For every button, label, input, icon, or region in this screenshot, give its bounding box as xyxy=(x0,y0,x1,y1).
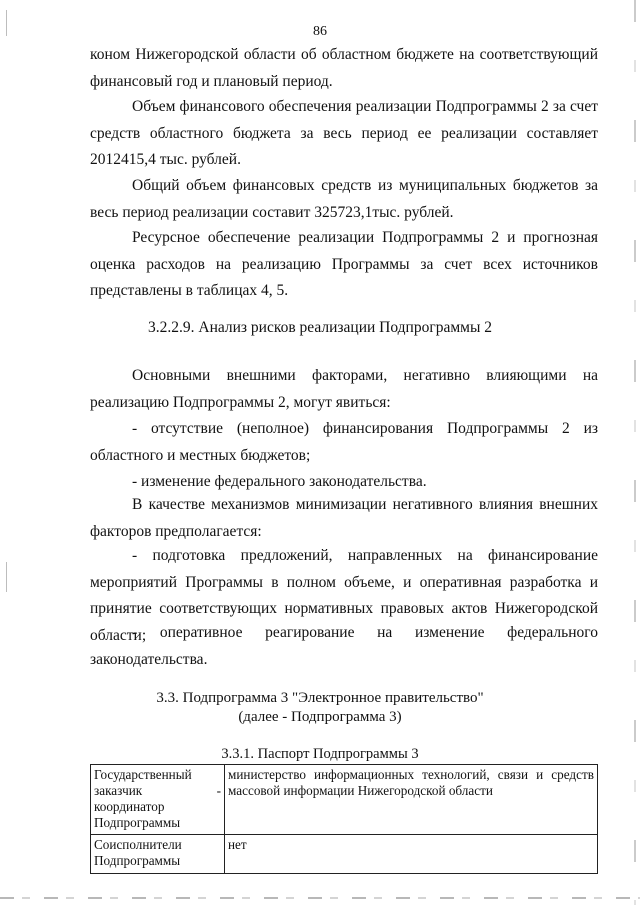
passport-table xyxy=(90,764,598,874)
paragraph-text: - отсутствие (неполное) финансирования Подпрограммы 2 из областного и местных бюджетов; xyxy=(90,420,598,464)
table-cell-label: Соисполнители Подпрограммы xyxy=(91,835,225,874)
paragraph-resource-provision xyxy=(90,225,598,305)
page-number: 86 xyxy=(313,24,327,39)
paragraph-text: - подготовка предложений, направленных на финансирование мероприятий Программы в полном объеме, и оперативная разработка и принятие соответствующих нормативных правовых актов Нижегородской области; xyxy=(90,547,598,644)
subprogram-title: 3.3. Подпрограмма 3 "Электронное правительство" xyxy=(156,690,484,706)
paragraph-text: - оперативное реагирование на изменение федерального законодательства. xyxy=(90,624,598,668)
passport-heading: 3.3.1. Паспорт Подпрограммы 3 xyxy=(221,746,419,762)
scan-edge-right xyxy=(634,0,636,905)
paragraph-regional-budget xyxy=(90,94,598,174)
paragraph-text: Основными внешними факторами, негативно влияющими на реализацию Подпрограммы 2, могут явиться: xyxy=(90,367,598,411)
paragraph-text: Общий объем финансовых средств из муниципальных бюджетов за весь период реализации составит 325723,1тыс. рублей. xyxy=(90,177,598,221)
section-heading-risks: 3.2.2.9. Анализ рисков реализации Подпрограммы 2 xyxy=(148,319,492,336)
table-row xyxy=(91,765,598,835)
paragraph-text: - изменение федерального законодательства. xyxy=(132,473,427,490)
subprogram-subtitle: (далее - Подпрограмма 3) xyxy=(238,709,402,725)
paragraph-continuation xyxy=(90,42,598,95)
table-row xyxy=(91,835,598,874)
paragraph-external-factors xyxy=(90,363,598,416)
paragraph-text: коном Нижегородской области об областном бюджете на соответствующий финансовый год и плановый период. xyxy=(90,46,598,90)
paragraph-municipal-budgets xyxy=(90,173,598,226)
table-cell-value: министерство информационных технологий, связи и средств массовой информации Нижегородской области xyxy=(225,765,598,835)
paragraph-text: Объем финансового обеспечения реализации Подпрограммы 2 за счет средств областного бюджета за весь период ее реализации составляет 2012415,4 тыс. рублей. xyxy=(90,98,598,169)
scan-edge-bottom xyxy=(0,897,640,899)
paragraph-text: Ресурсное обеспечение реализации Подпрограммы 2 и прогнозная оценка расходов на реализацию Программы за счет всех источников представлены в таблицах 4, 5. xyxy=(90,229,598,300)
paragraph-mitigation xyxy=(90,492,598,545)
table-cell-value: нет xyxy=(225,835,598,874)
scan-artifact xyxy=(6,10,7,36)
paragraph-text: В качестве механизмов минимизации негативного влияния внешних факторов предполагается: xyxy=(90,496,598,540)
list-item-funding-absence xyxy=(90,416,598,469)
subprogram-heading xyxy=(0,689,640,727)
table-cell-label: Государственный заказчик - координатор Подпрограммы xyxy=(91,765,225,835)
list-item-responsive-action xyxy=(90,620,598,673)
scan-artifact xyxy=(6,562,7,592)
